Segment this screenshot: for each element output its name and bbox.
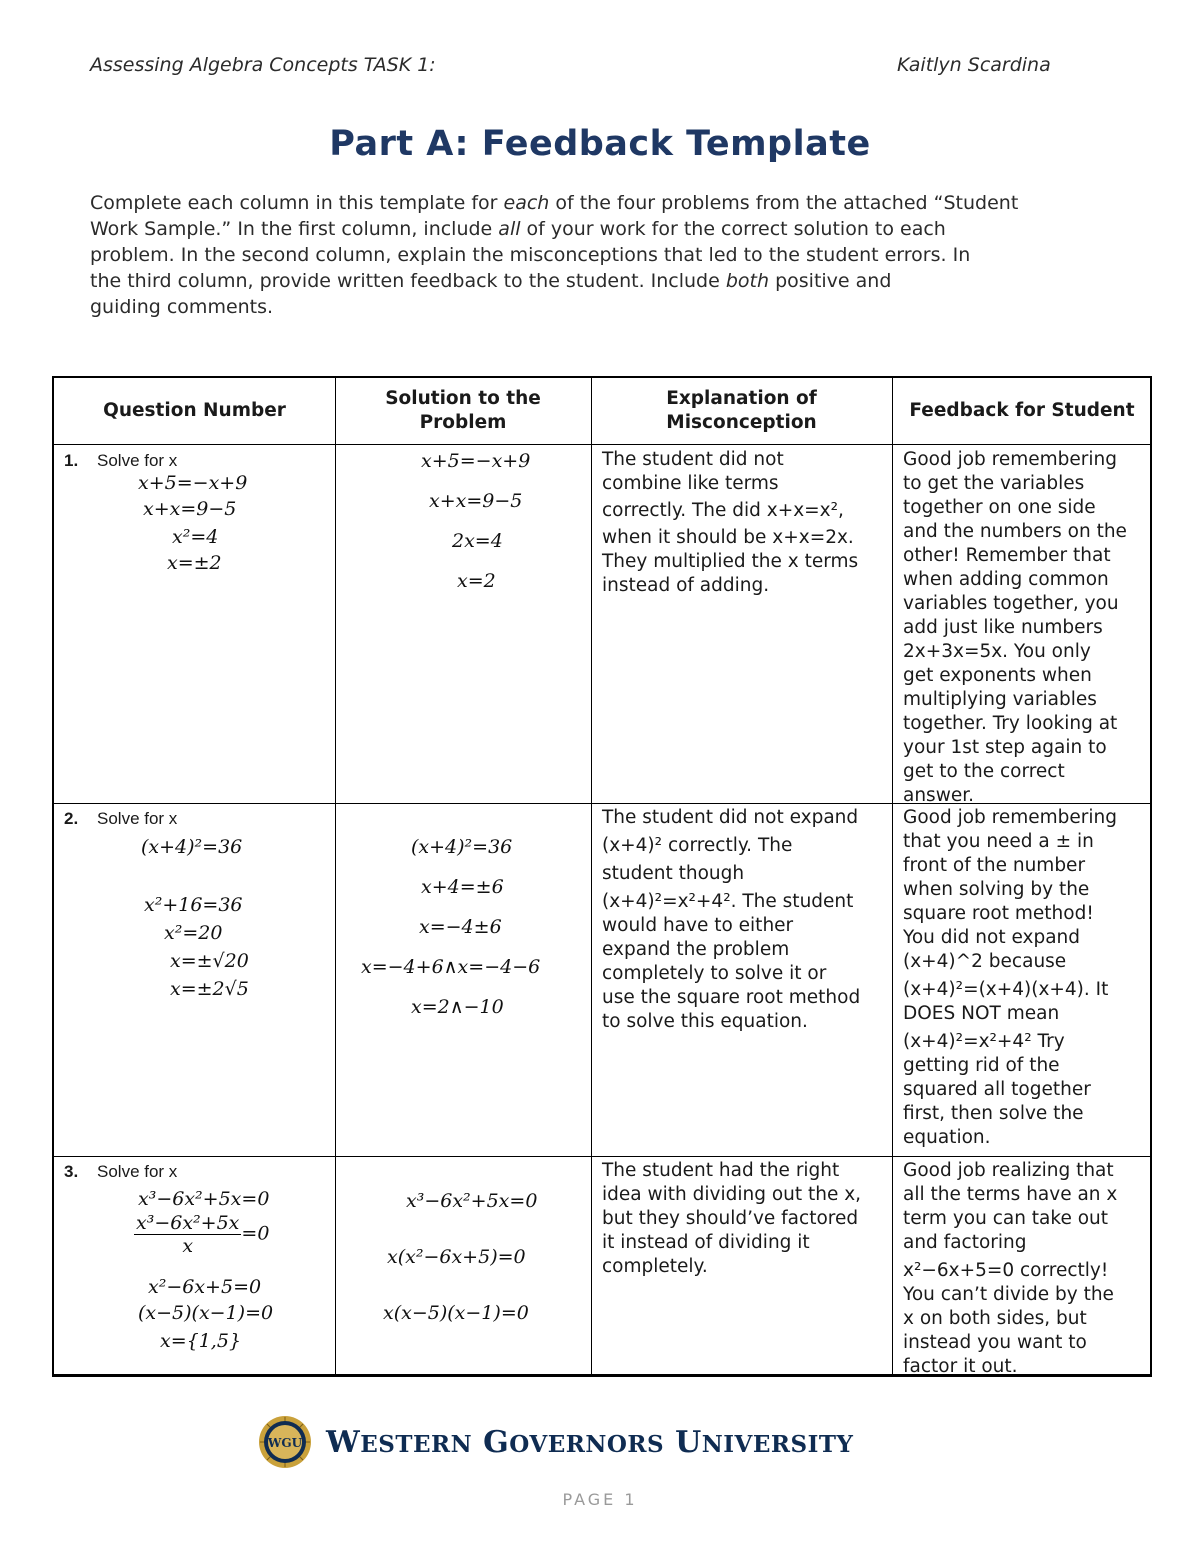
solution-1: x+5=−x+9 x+x=9−5 2x=4 x=2 [421, 450, 531, 592]
row-divider [54, 444, 1150, 445]
wgu-logo [258, 1412, 853, 1472]
header-misconception: Explanation of Misconception [666, 388, 817, 433]
student-work-2: (x+4)²=36 x²+16=36 x²=20 x=±√20 x=±2√5 [141, 836, 249, 1000]
table-row [64, 451, 329, 471]
table-row [64, 809, 329, 829]
instructions: Complete each column in this template for each of the four problems from the attached “Student Work Sample.” In the first column, include all of your work for the correct solution to each problem. In the second column, explain the misconceptions that led to the student errors. In the third column, provide written feedback to the student. Include both positive and guiding comments. [90, 192, 1019, 318]
misconception-1: The student did not combine like terms correctly. The did x+x=x², when it should be x+x=2x. They multiplied the x terms instead of adding. [602, 449, 859, 596]
feedback-3: Good job realizing that all the terms have an x term you can take out and factoring x²−6x+5=0 correctly! You can’t divide by the x on both sides, but instead you want to factor it out. [903, 1160, 1118, 1377]
page-title: Part A: Feedback Template [329, 124, 871, 164]
solution-3: x³−6x²+5x=0 x(x²−6x+5)=0 x(x−5)(x−1)=0 [383, 1190, 538, 1324]
header-feedback: Feedback for Student [909, 400, 1135, 421]
misconception-2: The student did not expand (x+4)² correctly. The student though (x+4)²=x²+4². The student would have to either expand the problem completely to solve it or use the square root method to solve this equation. [602, 807, 861, 1032]
wgu-wordmark: WESTERN GOVERNORS UNIVERSITY [326, 1424, 854, 1460]
student-work-3: x³−6x²+5x=0 $\frac{\text{x³−6x²+5x}}{x}$ =0 x²−6x+5=0 (x−5)(x−1)=0 x={1,5} [136, 1188, 274, 1352]
row-divider [54, 1156, 1150, 1157]
feedback-1: Good job remembering to get the variables together on one side and the numbers on the other! Remember that when adding common variables together, you add just like numbers 2x+3x=5x. You only get exponents when multiplying variables together. Try looking at your 1st step again to get to the correct answer. [903, 449, 1127, 806]
feedback-table [52, 376, 1152, 1377]
header-question-number: Question Number [103, 400, 286, 421]
question-label: 2. Solve for x [64, 809, 178, 828]
question-label: 3. Solve for x [64, 1162, 178, 1181]
column-divider [892, 378, 893, 1374]
student-work-1: x+5=−x+9 x+x=9−5 x²=4 x=±2 [138, 472, 248, 574]
question-label: 1. Solve for x [64, 451, 178, 470]
column-divider [591, 378, 592, 1374]
svg-text:WGU: WGU [267, 1436, 303, 1450]
page-number: PAGE 1 [562, 1490, 638, 1509]
table-row [64, 1162, 329, 1182]
wgu-seal-icon [258, 1415, 312, 1469]
misconception-3: The student had the right idea with dividing out the x, but they should’ve factored it instead of dividing it completely. [602, 1160, 862, 1277]
solution-2: (x+4)²=36 x+4=±6 x=−4±6 x=−4+6∧x=−4−6 x=2∧−10 [361, 836, 541, 1018]
feedback-2: Good job remembering that you need a ± in front of the number when solving by the square root method! You did not expand (x+4)^2 because (x+4)²=(x+4)(x+4). It DOES NOT mean (x+4)²=x²+4² Try getting rid of the squared all together first, then solve the equation. [903, 807, 1118, 1148]
header-left: Assessing Algebra Concepts TASK 1: [90, 54, 436, 76]
header-author: Kaitlyn Scardina [897, 54, 1051, 76]
header-solution: Solution to the Problem [385, 388, 541, 433]
